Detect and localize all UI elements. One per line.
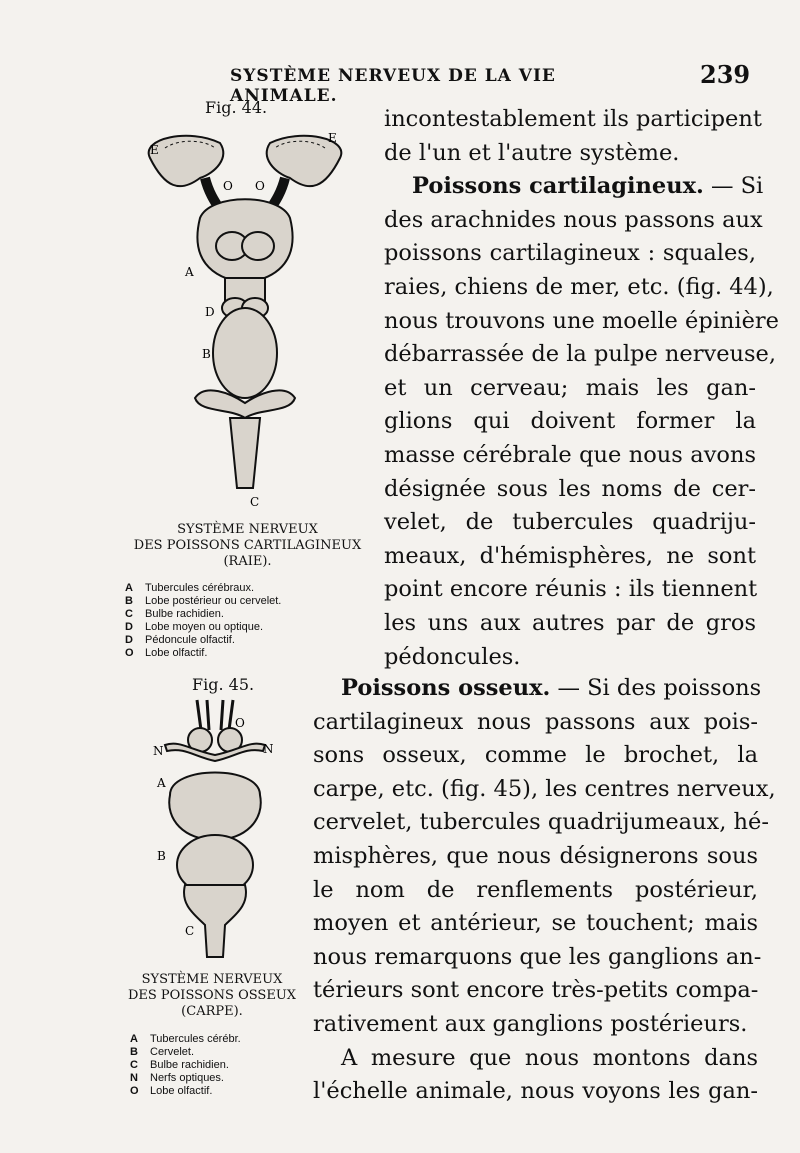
figure-44-label: Fig. 44.: [205, 98, 268, 117]
text-line: sons osseux, comme le brochet, la: [313, 742, 758, 769]
fig45-marker-n-right: N: [263, 742, 274, 756]
paragraph-heading-line: Poissons cartilagineux. — Si: [412, 173, 764, 200]
text-line: désignée sous les noms de cer-: [384, 475, 756, 502]
legend-item: A Tubercules cérébr.: [130, 1033, 241, 1045]
text-line: point encore réunis : ils tiennent: [384, 576, 758, 603]
paragraph-heading-line: Poissons osseux. — Si des poissons: [341, 675, 762, 701]
text-line: nous trouvons une moelle épinière: [384, 307, 780, 334]
figure-45-label: Fig. 45.: [192, 675, 255, 694]
text-line: térieurs sont encore très-petits compa-: [313, 977, 759, 1004]
text-line: incontestablement ils participent: [384, 106, 762, 132]
text-line: et un cerveau; mais les gan-: [384, 374, 756, 401]
fig44-marker-e-right: E: [328, 131, 337, 145]
text-line: velet, de tubercules quadriju-: [384, 509, 756, 536]
fig45-marker-o: O: [235, 716, 245, 730]
fig44-marker-o-left: O: [223, 179, 233, 193]
text-line: A mesure que nous montons dans: [341, 1044, 758, 1071]
text-line: le nom de renflements postérieur,: [313, 876, 758, 903]
heading-cartilaginous-fish: Poissons cartilagineux.: [412, 173, 704, 200]
text-line: cartilagineux nous passons aux pois-: [313, 708, 758, 735]
fig44-marker-d: D: [205, 305, 215, 319]
legend-item: C Bulbe rachidien.: [125, 608, 224, 620]
text-line: cervelet, tubercules quadrijumeaux, hé-: [313, 809, 769, 836]
olfactory-nerves: [197, 700, 233, 730]
legend-item: B Lobe postérieur ou cervelet.: [125, 595, 282, 607]
figure-44-illustration: [120, 118, 370, 518]
text-line: des arachnides nous passons aux: [384, 206, 763, 233]
legend-item: N Nerfs optiques.: [130, 1072, 224, 1084]
figure-44-legend: [125, 582, 375, 660]
text-line: masse cérébrale que nous avons: [384, 441, 756, 468]
figure-45-title: SYSTÈME NERVEUX DES POISSONS OSSEUX (CARPE).: [127, 972, 297, 1019]
legend-item: A Tubercules cérébraux.: [125, 582, 255, 594]
fig45-marker-a: A: [157, 776, 166, 790]
text-line: rativement aux ganglions postérieurs.: [313, 1010, 748, 1037]
figure-44-title: SYSTÈME NERVEUX DES POISSONS CARTILAGINEUX (RAIE).: [133, 522, 362, 569]
figure-45-illustration: [135, 695, 295, 965]
legend-item: C Bulbe rachidien.: [130, 1059, 229, 1071]
fig45-marker-n-left: N: [153, 744, 164, 758]
legend-item: D Pédoncule olfactif.: [125, 634, 235, 646]
text-line: misphères, que nous désignerons sous: [313, 842, 758, 869]
cerebellum: [213, 308, 277, 398]
cerebral-hemispheres: [169, 773, 261, 841]
medulla: [184, 885, 246, 957]
text-line: l'échelle animale, nous voyons les gan-: [313, 1078, 758, 1105]
text-line: carpe, etc. (fig. 45), les centres nerveux,: [313, 775, 776, 802]
fig44-marker-o-right: O: [255, 179, 265, 193]
legend-item: D Lobe moyen ou optique.: [125, 621, 264, 633]
body-text-upper: [384, 103, 780, 674]
spinal-cord: [230, 418, 260, 488]
fig44-marker-a: A: [185, 265, 194, 279]
text-line: glions qui doivent former la: [384, 408, 756, 435]
fig44-marker-b: B: [202, 347, 211, 361]
figure-45-legend: [130, 1033, 300, 1098]
fig44-marker-c: C: [250, 495, 260, 509]
fig45-marker-c: C: [185, 924, 195, 938]
legend-item: O Lobe olfactif.: [125, 647, 208, 659]
legend-item: O Lobe olfactif.: [130, 1085, 213, 1097]
heading-bony-fish: Poissons osseux.: [341, 675, 551, 701]
text-line: pédoncules.: [384, 643, 521, 670]
olfactory-lobe-left: [149, 136, 224, 186]
text-line: nous remarquons que les ganglions an-: [313, 943, 762, 970]
text-line: de l'un et l'autre système.: [384, 139, 680, 166]
text-line: les uns aux autres par de gros: [384, 609, 756, 636]
text-line: raies, chiens de mer, etc. (fig. 44),: [384, 273, 774, 300]
text-line: moyen et antérieur, se touchent; mais: [313, 910, 758, 937]
page-number: 239: [700, 60, 751, 89]
legend-item: B Cervelet.: [130, 1046, 195, 1058]
text-line: poissons cartilagineux : squales,: [384, 240, 756, 267]
body-text-lower: [313, 672, 776, 1109]
fig44-marker-e-left: E: [150, 143, 159, 157]
fig45-marker-b: B: [157, 849, 166, 863]
optic-lobe-right: [242, 232, 274, 260]
running-header: SYSTÈME NERVEUX DE LA VIE ANIMALE.: [230, 66, 556, 106]
text-line: débarrassée de la pulpe nerveuse,: [384, 341, 777, 368]
optic-nerves: [165, 744, 265, 761]
text-line: meaux, d'hémisphères, ne sont: [384, 542, 756, 569]
